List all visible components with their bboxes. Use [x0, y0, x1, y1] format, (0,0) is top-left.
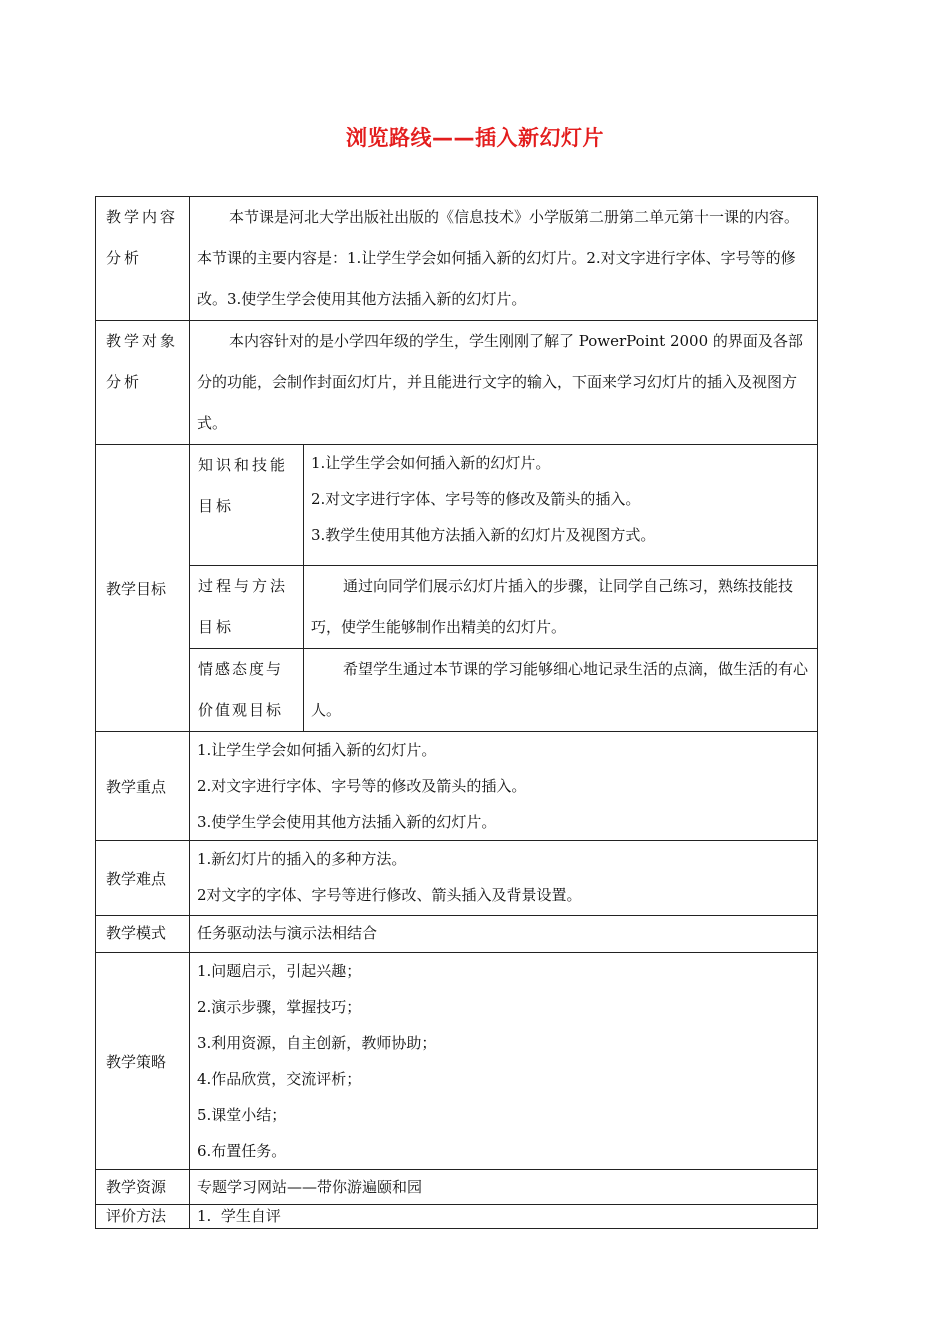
label-evaluation: 评价方法	[96, 1205, 190, 1229]
list-item: 1.新幻灯片的插入的多种方法。	[197, 850, 407, 868]
label-emotion-goal: 情感态度与价值观目标	[190, 649, 304, 732]
resources-text: 专题学习网站——带你游遍颐和园	[190, 1170, 818, 1205]
label-resources: 教学资源	[96, 1170, 190, 1205]
row-mode	[96, 916, 818, 953]
list-item: 2.对文字进行字体、字号等的修改及箭头的插入。	[197, 777, 527, 795]
row-goal-knowledge	[96, 445, 818, 566]
list-item: 1.让学生学会如何插入新的幻灯片。	[311, 454, 551, 472]
row-goal-process	[96, 566, 818, 649]
label-audience-analysis: 教学对象分析	[96, 321, 190, 445]
strategy-list	[190, 953, 818, 1170]
list-item: 6.布置任务。	[197, 1142, 287, 1160]
list-item: 1.让学生学会如何插入新的幻灯片。	[197, 741, 437, 759]
row-goal-emotion	[96, 649, 818, 732]
difficulties-list	[190, 841, 818, 916]
content-analysis-text: 本节课是河北大学出版社出版的《信息技术》小学版第二册第二单元第十一课的内容。本节课的主要内容是：1.让学生学会如何插入新的幻灯片。2.对文字进行字体、字号等的修改。3.使学生学会使用其他方法插入新的幻灯片。	[190, 197, 818, 321]
label-key-points: 教学重点	[96, 732, 190, 841]
list-item: 4.作品欣赏，交流评析；	[197, 1070, 362, 1088]
row-evaluation	[96, 1205, 818, 1229]
evaluation-text: 1. 学生自评	[190, 1205, 818, 1229]
list-item: 2.对文字进行字体、字号等的修改及箭头的插入。	[311, 490, 641, 508]
label-process-goal: 过程与方法目标	[190, 566, 304, 649]
lesson-plan-table	[95, 196, 818, 1229]
emotion-goal-text: 希望学生通过本节课的学习能够细心地记录生活的点滴，做生活的有心人。	[304, 649, 818, 732]
row-key-points	[96, 732, 818, 841]
row-audience-analysis	[96, 321, 818, 445]
list-item: 5.课堂小结；	[197, 1106, 287, 1124]
list-item: 1.问题启示，引起兴趣；	[197, 962, 362, 980]
label-mode: 教学模式	[96, 916, 190, 953]
label-knowledge-goal: 知识和技能目标	[190, 445, 304, 566]
label-content-analysis: 教学内容分析	[96, 197, 190, 321]
row-resources	[96, 1170, 818, 1205]
list-item: 2对文字的字体、字号等进行修改、箭头插入及背景设置。	[197, 886, 582, 904]
label-goals: 教学目标	[96, 445, 190, 732]
list-item: 3.使学生学会使用其他方法插入新的幻灯片。	[197, 813, 497, 831]
process-goal-text: 通过向同学们展示幻灯片插入的步骤，让同学自己练习，熟练技能技巧，使学生能够制作出精美的幻灯片。	[304, 566, 818, 649]
list-item: 3.教学生使用其他方法插入新的幻灯片及视图方式。	[311, 526, 656, 544]
audience-analysis-text: 本内容针对的是小学四年级的学生，学生刚刚了解了 PowerPoint 2000 的界面及各部分的功能，会制作封面幻灯片，并且能进行文字的输入，下面来学习幻灯片的插入及视图方式。	[190, 321, 818, 445]
row-strategy	[96, 953, 818, 1170]
key-points-list	[190, 732, 818, 841]
row-content-analysis	[96, 197, 818, 321]
list-item: 3.利用资源，自主创新，教师协助；	[197, 1034, 437, 1052]
label-strategy: 教学策略	[96, 953, 190, 1170]
row-difficulties	[96, 841, 818, 916]
list-item: 2.演示步骤，掌握技巧；	[197, 998, 362, 1016]
page-title: 浏览路线——插入新幻灯片	[346, 126, 604, 150]
mode-text: 任务驱动法与演示法相结合	[190, 916, 818, 953]
knowledge-goal-list	[304, 445, 818, 566]
label-difficulties: 教学难点	[96, 841, 190, 916]
